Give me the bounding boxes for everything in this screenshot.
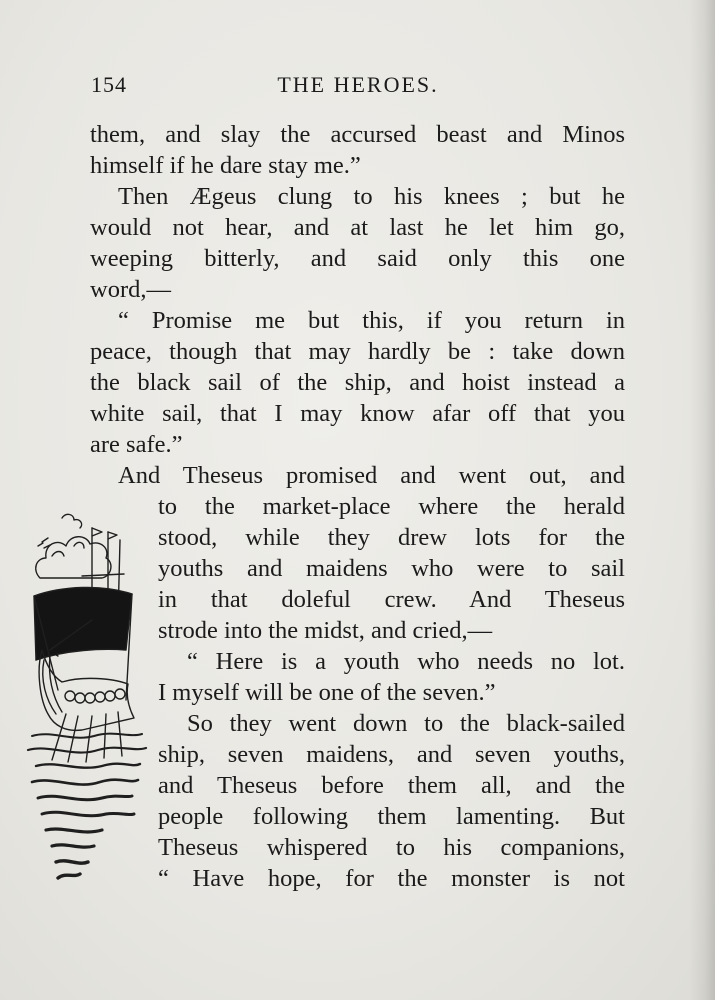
text-line: Theseus whispered to his companions, [158, 834, 625, 861]
page-number: 154 [91, 72, 127, 97]
text-line: weeping bitterly, and said only this one [90, 245, 625, 272]
text-line: people following them lamenting. But [158, 803, 625, 830]
text-line: himself if he dare stay me.” [90, 152, 361, 179]
text-line: the black sail of the ship, and hoist instead a [90, 369, 625, 396]
text-line: So they went down to the black-sailed [187, 710, 625, 737]
text-line: are safe.” [90, 431, 183, 458]
text-line: white sail, that I may know afar off that you [90, 400, 625, 427]
text-line: youths and maidens who were to sail [158, 555, 625, 582]
text-line: And Theseus promised and went out, and [118, 462, 625, 489]
text-line: “ Promise me but this, if you return in [118, 307, 625, 334]
page-edge-shadow [689, 0, 715, 1000]
text-line: strode into the midst, and cried,— [158, 617, 493, 644]
text-line: would not hear, and at last he let him go, [90, 214, 625, 241]
text-line: I myself will be one of the seven.” [158, 679, 496, 706]
ship-illustration [22, 500, 154, 885]
text-line: peace, though that may hardly be : take down [90, 338, 625, 365]
text-line: to the market-place where the herald [158, 493, 625, 520]
running-head: THE HEROES. [277, 72, 439, 97]
text-line: them, and slay the accursed beast and Minos [90, 121, 625, 148]
text-line: Then Ægeus clung to his knees ; but he [118, 183, 625, 210]
text-line: and Theseus before them all, and the [158, 772, 625, 799]
page-header [91, 72, 625, 106]
text-line: in that doleful crew. And Theseus [158, 586, 625, 613]
text-line: “ Here is a youth who needs no lot. [187, 648, 625, 675]
text-line: word,— [90, 276, 171, 303]
text-line: stood, while they drew lots for the [158, 524, 625, 551]
text-line: “ Have hope, for the monster is not [158, 865, 625, 892]
text-line: ship, seven maidens, and seven youths, [158, 741, 625, 768]
